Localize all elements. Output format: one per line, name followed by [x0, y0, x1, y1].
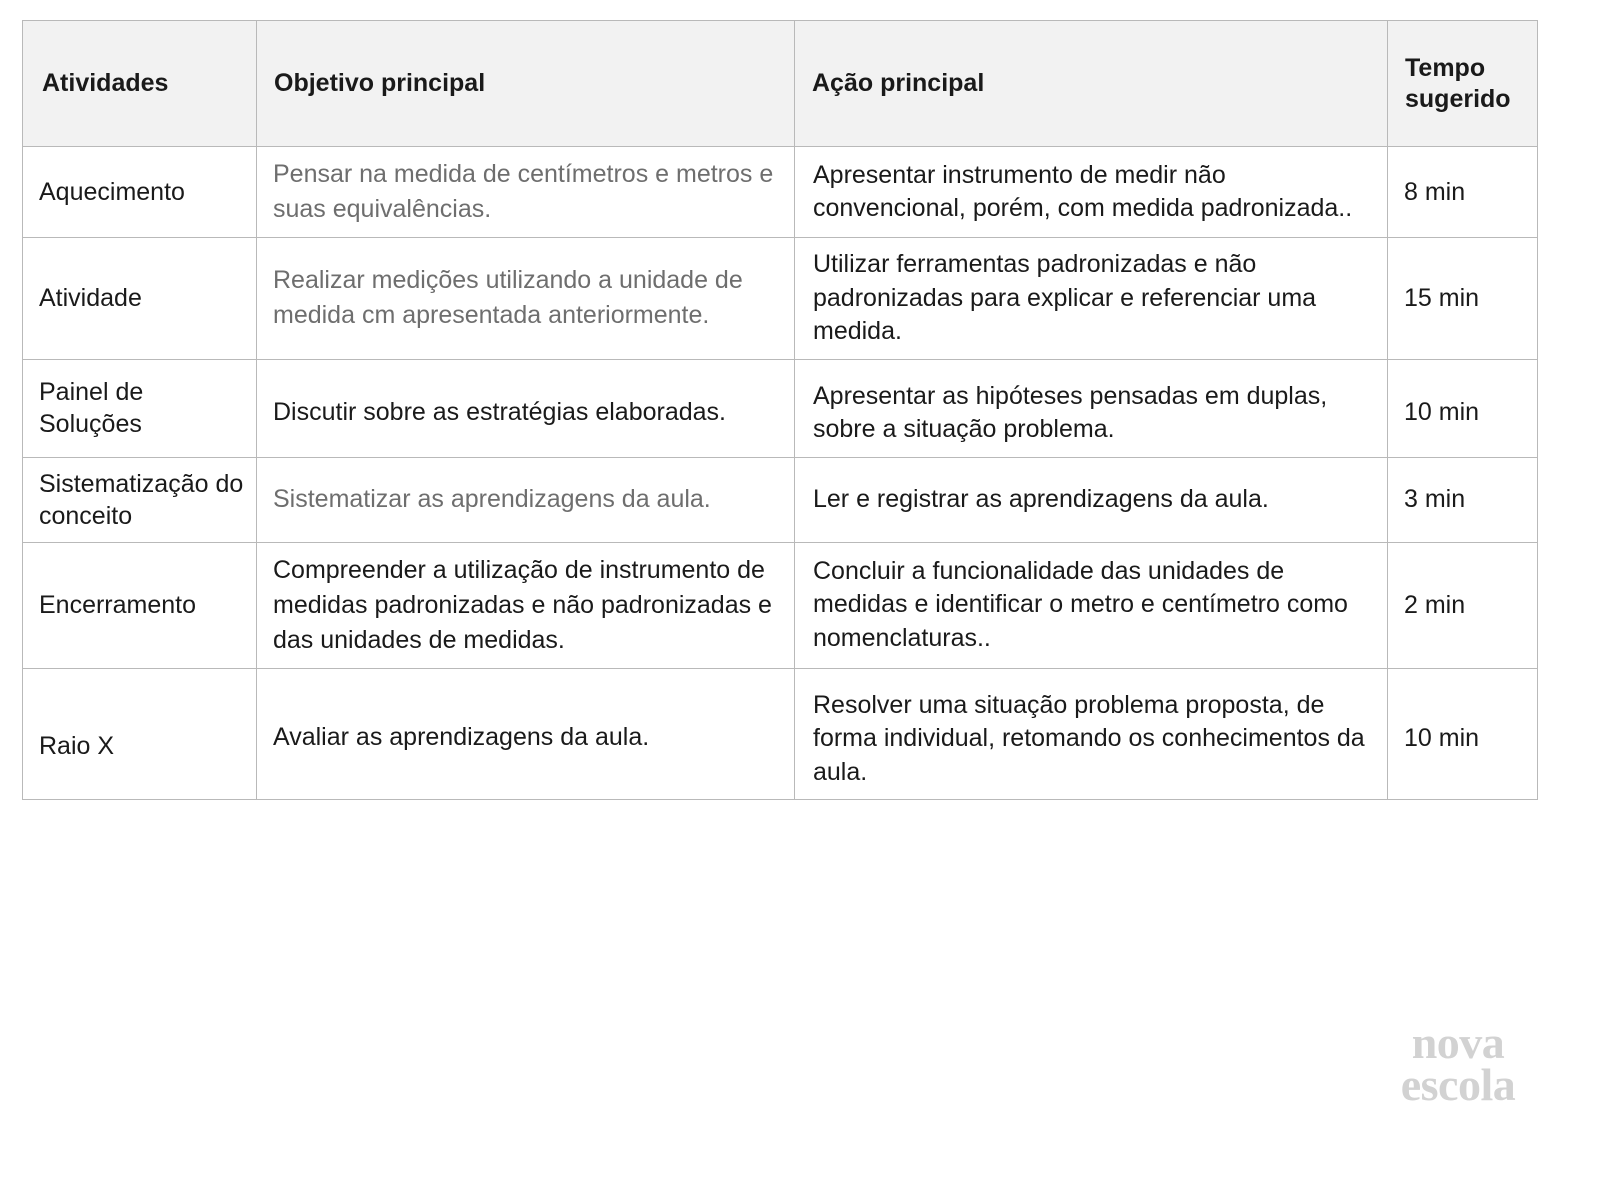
- table-header-row: [23, 21, 1538, 147]
- lesson-plan-table: [22, 20, 1538, 800]
- cell-acao: Ler e registrar as aprendizagens da aula.: [795, 457, 1388, 542]
- column-header-acao-principal: Ação principal: [795, 21, 1388, 147]
- column-header-atividades: Atividades: [23, 21, 257, 147]
- cell-atividade: Aquecimento: [23, 147, 257, 238]
- cell-acao: Resolver uma situação problema proposta, de forma individual, retomando os conhecimentos da aula.: [795, 668, 1388, 800]
- cell-tempo: 2 min: [1388, 542, 1538, 668]
- cell-tempo: 10 min: [1388, 359, 1538, 457]
- table-row: [23, 147, 1538, 238]
- cell-acao: Concluir a funcionalidade das unidades de medidas e identificar o metro e centímetro como nomenclaturas..: [795, 542, 1388, 668]
- cell-atividade: Sistematização do conceito: [23, 457, 257, 542]
- cell-atividade: Raio X: [23, 668, 257, 800]
- cell-objetivo: Compreender a utilização de instrumento de medidas padronizadas e não padronizadas e das unidades de medidas.: [257, 542, 795, 668]
- nova-escola-watermark: [1378, 1017, 1538, 1111]
- cell-objetivo: Realizar medições utilizando a unidade de medida cm apresentada anteriormente.: [257, 238, 795, 360]
- cell-tempo: 8 min: [1388, 147, 1538, 238]
- table-body: [23, 147, 1538, 800]
- table-header: [23, 21, 1538, 147]
- table-row: [23, 359, 1538, 457]
- table-row: [23, 457, 1538, 542]
- column-header-objetivo-principal: Objetivo principal: [257, 21, 795, 147]
- cell-tempo: 10 min: [1388, 668, 1538, 800]
- cell-objetivo: Pensar na medida de centímetros e metros e suas equivalências.: [257, 147, 795, 238]
- watermark-line-2: escola: [1400, 1059, 1516, 1111]
- cell-atividade: Encerramento: [23, 542, 257, 668]
- table-row: [23, 238, 1538, 360]
- column-header-tempo-sugerido: Tempo sugerido: [1388, 21, 1538, 147]
- cell-acao: Apresentar as hipóteses pensadas em duplas, sobre a situação problema.: [795, 359, 1388, 457]
- cell-atividade: Painel de Soluções: [23, 359, 257, 457]
- watermark-line-1: nova: [1411, 1017, 1505, 1068]
- cell-atividade: Atividade: [23, 238, 257, 360]
- cell-acao: Utilizar ferramentas padronizadas e não padronizadas para explicar e referenciar uma medida.: [795, 238, 1388, 360]
- lesson-plan-table-container: [22, 20, 1537, 800]
- cell-objetivo: Discutir sobre as estratégias elaboradas.: [257, 359, 795, 457]
- cell-objetivo: Avaliar as aprendizagens da aula.: [257, 668, 795, 800]
- cell-objetivo: Sistematizar as aprendizagens da aula.: [257, 457, 795, 542]
- cell-tempo: 15 min: [1388, 238, 1538, 360]
- table-row: [23, 668, 1538, 800]
- cell-acao: Apresentar instrumento de medir não convencional, porém, com medida padronizada..: [795, 147, 1388, 238]
- table-row: [23, 542, 1538, 668]
- cell-tempo: 3 min: [1388, 457, 1538, 542]
